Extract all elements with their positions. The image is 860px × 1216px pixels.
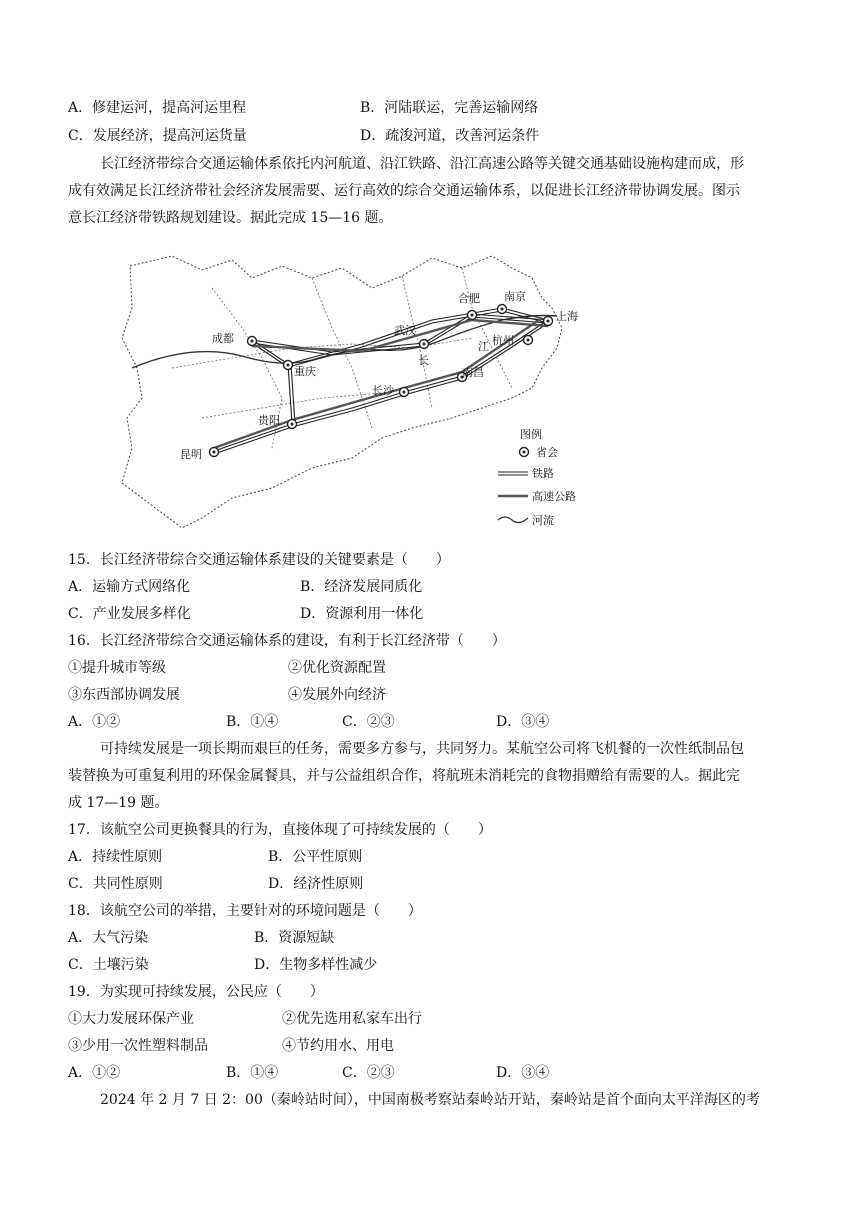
q16-stem: 16．长江经济带综合交通运输体系的建设，有利于长江经济带（ ） <box>68 633 506 649</box>
q18-option-d: D．生物多样性减少 <box>254 957 378 973</box>
passage2-line1: 可持续发展是一项长期而艰巨的任务，需要多方参与，共同努力。某航空公司将飞机餐的一次性纸制品包 <box>100 741 744 757</box>
city-label-wuhan: 武汉 <box>394 324 416 337</box>
q19-option-d: D．③④ <box>496 1065 550 1081</box>
q18-stem: 18．该航空公司的举措，主要针对的环境问题是（ ） <box>68 903 422 919</box>
q16-statement-3: ③东西部协调发展 <box>68 687 180 703</box>
q16-statement-1: ①提升城市等级 <box>68 660 166 676</box>
q16-option-d: D．③④ <box>496 714 550 730</box>
q18-option-c: C．土壤污染 <box>68 957 149 973</box>
yangtze-railway-map <box>112 248 608 532</box>
river-label-jiang: 江 <box>478 340 489 353</box>
city-label-hefei: 合肥 <box>458 292 480 305</box>
city-label-changsha: 长沙 <box>372 384 394 397</box>
map-legend <box>498 427 576 527</box>
q18-option-b: B．资源短缺 <box>254 930 335 946</box>
city-label-hangzhou: 杭州 <box>492 334 514 347</box>
river-label-chang: 长 <box>418 354 429 367</box>
q19-statement-2: ②优先选用私家车出行 <box>282 1011 422 1027</box>
q15-option-d: D．资源利用一体化 <box>300 606 424 622</box>
passage3-line1: 2024 年 2 月 7 日 2：00（秦岭站时间），中国南极考察站秦岭站开站，秦岭站是首个面向太平洋海区的考 <box>100 1092 760 1108</box>
q15-option-a: A．运输方式网络化 <box>68 579 191 595</box>
city-label-nanjing: 南京 <box>504 290 526 303</box>
city-label-shanghai: 上海 <box>556 310 578 323</box>
q16-option-c: C．②③ <box>342 714 395 730</box>
q16-statement-4: ④发展外向经济 <box>288 687 386 703</box>
q19-statement-3: ③少用一次性塑料制品 <box>68 1038 208 1054</box>
q19-stem: 19．为实现可持续发展，公民应（ ） <box>68 984 324 1000</box>
q17-option-c: C．共同性原则 <box>68 876 163 892</box>
city-label-guiyang: 贵阳 <box>258 414 280 427</box>
region-boundary <box>122 256 562 528</box>
city-label-nanchang: 南昌 <box>462 366 484 379</box>
city-label-kunming: 昆明 <box>180 448 202 461</box>
q14-option-d: D．疏浚河道，改善河运条件 <box>360 128 540 144</box>
q19-option-a: A．①② <box>68 1065 121 1081</box>
q19-statement-1: ①大力发展环保产业 <box>68 1011 194 1027</box>
passage2-line2: 装替换为可重复利用的环保金属餐具，并与公益组织合作，将航班未消耗完的食物捐赠给有需要的人。据此完 <box>68 768 740 784</box>
legend-railway-label: 铁路 <box>532 467 554 480</box>
q15-option-c: C．产业发展多样化 <box>68 606 191 622</box>
city-label-chengdu: 成都 <box>212 332 234 345</box>
q17-option-d: D．经济性原则 <box>268 876 364 892</box>
q18-option-a: A．大气污染 <box>68 930 149 946</box>
passage1-line3: 意长江经济带铁路规划建设。据此完成 15—16 题。 <box>68 210 393 226</box>
passage1-line2: 成有效满足长江经济带社会经济发展需要、运行高效的综合交通运输体系，以促进长江经济带协调发展。图示 <box>68 183 740 199</box>
legend-capital-label: 省会 <box>536 446 558 459</box>
q16-statement-2: ②优化资源配置 <box>288 660 386 676</box>
q16-option-b: B．①④ <box>226 714 279 730</box>
q15-stem: 15．长江经济带综合交通运输体系建设的关键要素是（ ） <box>68 552 450 568</box>
q17-option-b: B．公平性原则 <box>268 849 363 865</box>
legend-river-label: 河流 <box>532 514 554 527</box>
legend-title: 图例 <box>520 428 542 441</box>
q16-option-a: A．①② <box>68 714 121 730</box>
q17-stem: 17．该航空公司更换餐具的行为，直接体现了可持续发展的（ ） <box>68 822 492 838</box>
q14-option-b: B．河陆联运，完善运输网络 <box>360 100 539 116</box>
q14-option-a: A．修建运河，提高河运里程 <box>68 100 247 116</box>
passage1-line1: 长江经济带综合交通运输体系依托内河航道、沿江铁路、沿江高速公路等关键交通基础设施构建而成，形 <box>100 156 744 172</box>
q17-option-a: A．持续性原则 <box>68 849 163 865</box>
city-label-chongqing: 重庆 <box>294 365 316 378</box>
q15-option-b: B．经济发展同质化 <box>300 579 423 595</box>
legend-highway-label: 高速公路 <box>532 490 576 503</box>
q14-option-c: C．发展经济，提高河运货量 <box>68 128 247 144</box>
q19-option-c: C．②③ <box>342 1065 395 1081</box>
passage2-line3: 成 17—19 题。 <box>68 795 169 811</box>
q19-statement-4: ④节约用水、用电 <box>282 1038 394 1054</box>
q19-option-b: B．①④ <box>226 1065 279 1081</box>
